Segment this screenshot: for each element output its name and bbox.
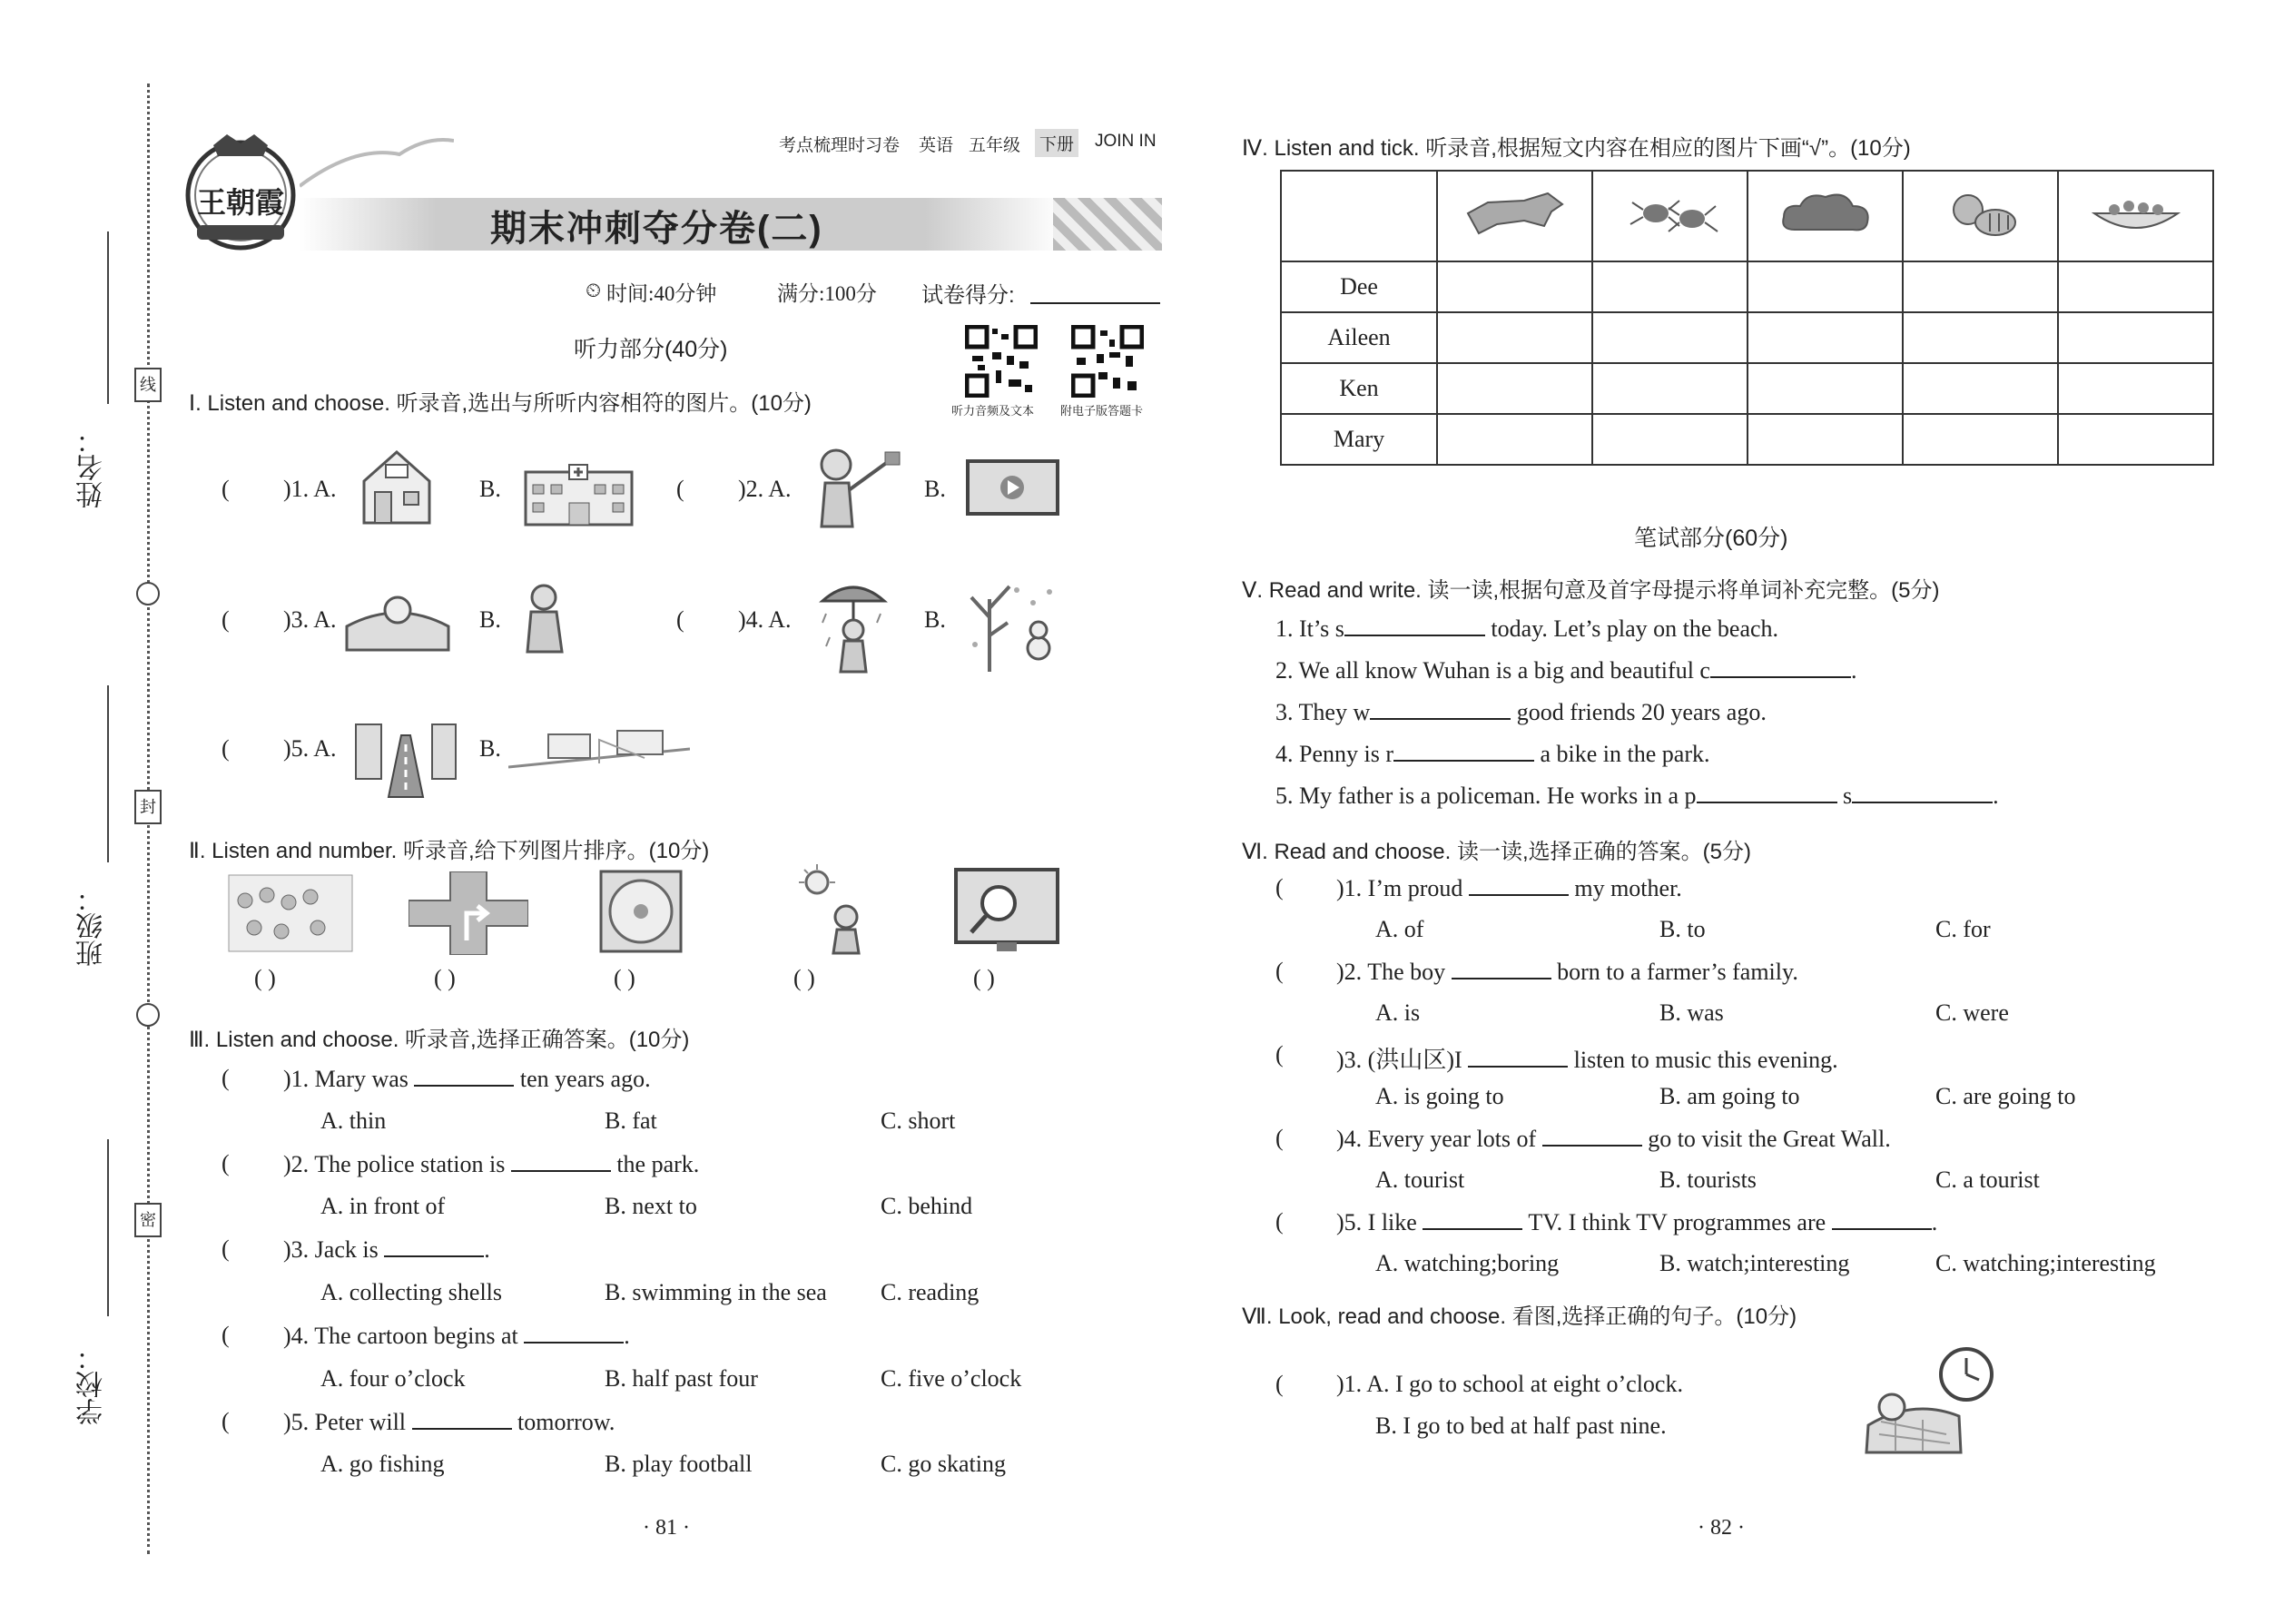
school-label: 学校：: [77, 1343, 107, 1425]
q5-number: )5. A.: [283, 735, 337, 762]
section-4-title: Ⅳ. Listen and tick. 听录音,根据短文内容在相应的图片下画“√”。(10分): [1242, 136, 1911, 161]
q4-option-b: B.: [924, 606, 946, 633]
section-6-title: Ⅵ. Read and choose. 读一读,选择正确的答案。(5分): [1242, 840, 1751, 864]
exam-time: 时间:40分钟: [606, 282, 717, 305]
option-b[interactable]: B. fat: [605, 1107, 657, 1134]
q2-number: )2. A.: [738, 476, 792, 502]
answer-paren[interactable]: (: [1275, 958, 1284, 984]
tick-cell[interactable]: [1903, 363, 2058, 414]
question-text: )3. Jack is .: [283, 1236, 490, 1263]
cut-mark-xian: 线: [134, 368, 162, 402]
header-series: 考点梳理时习卷: [779, 136, 901, 155]
question-text: )1. I’m proud my mother.: [1336, 875, 1682, 901]
tick-cell[interactable]: [1748, 312, 1903, 363]
option-c[interactable]: C. a tourist: [1935, 1166, 2040, 1193]
option-c[interactable]: C. for: [1935, 916, 1991, 942]
cloud-icon: [1771, 186, 1880, 241]
map-route-picture[interactable]: [508, 722, 690, 776]
listening-heading: 听力部分(40分): [574, 337, 728, 362]
score-label: 试卷得分:: [921, 283, 1015, 308]
question-text: )2. The police station is the park.: [283, 1151, 700, 1177]
writing-heading: 笔试部分(60分): [1634, 526, 1788, 551]
section-2-title: Ⅱ. Listen and number. 听录音,给下列图片排序。(10分): [189, 839, 710, 863]
tick-cell[interactable]: [1903, 312, 2058, 363]
road-crossing-picture[interactable]: [352, 717, 459, 799]
q1-number: )1. A.: [283, 476, 337, 502]
question-text: )4. Every year lots of go to visit the Great Wall.: [1336, 1126, 1891, 1152]
tick-cell[interactable]: [1592, 312, 1748, 363]
question-text: )4. The cartoon begins at .: [283, 1323, 630, 1349]
choice-b-sentence[interactable]: B. I go to bed at half past nine.: [1375, 1412, 1667, 1439]
option-a[interactable]: A. collecting shells: [320, 1279, 503, 1305]
answer-paren[interactable]: (: [676, 606, 684, 633]
blank[interactable]: [1452, 958, 1551, 979]
option-c[interactable]: C. five o’clock: [881, 1365, 1022, 1392]
column-spiders: [1592, 171, 1748, 261]
number-paren[interactable]: ( ): [254, 965, 276, 991]
tv-video-picture[interactable]: [965, 458, 1060, 517]
blank[interactable]: [412, 1408, 512, 1430]
tick-cell[interactable]: [1592, 414, 1748, 465]
ribbon-icon: [300, 136, 312, 149]
brand-logo: [177, 127, 304, 254]
question-text: )3. (洪山区)I listen to music this evening.: [1336, 1047, 1838, 1073]
tick-cell[interactable]: [1437, 363, 1592, 414]
option-b[interactable]: B. watch;interesting: [1659, 1250, 1850, 1276]
q1-option-b: B.: [479, 476, 501, 502]
choice-a-sentence[interactable]: )1. A. I go to school at eight o’clock.: [1336, 1371, 1683, 1397]
option-a[interactable]: A. watching;boring: [1375, 1250, 1560, 1276]
title-banner-pattern: [1053, 198, 1162, 251]
q2-option-b: B.: [924, 476, 946, 502]
answer-paren[interactable]: (: [676, 476, 684, 502]
column-salad: [2058, 171, 2213, 261]
answer-paren[interactable]: (: [222, 1235, 230, 1262]
answer-paren[interactable]: (: [222, 1065, 230, 1091]
blank[interactable]: [1542, 1125, 1642, 1147]
sunny-boy-picture[interactable]: [790, 864, 881, 955]
blank[interactable]: [1852, 782, 1993, 803]
tick-cell[interactable]: [2058, 261, 2213, 312]
snowy-tree-picture[interactable]: [962, 572, 1062, 674]
row-label: Mary: [1281, 414, 1437, 465]
q4-number: )4. A.: [738, 606, 792, 633]
qr-code-audio[interactable]: [965, 325, 1038, 398]
binding-hole: [136, 1003, 160, 1027]
header-grade: 五年级: [969, 136, 1021, 155]
boy-selfie-picture[interactable]: [802, 445, 906, 528]
option-b[interactable]: B. next to: [605, 1193, 697, 1219]
option-a[interactable]: A. in front of: [320, 1193, 446, 1219]
blank[interactable]: [524, 1322, 624, 1343]
cut-mark-feng: 封: [134, 790, 162, 824]
option-a[interactable]: A. tourist: [1375, 1166, 1465, 1193]
qr1-caption: 听力音频及文本: [951, 404, 1035, 418]
answer-paren[interactable]: (: [1275, 1041, 1284, 1068]
question-text: )2. The boy born to a farmer’s family.: [1336, 959, 1798, 985]
answer-paren[interactable]: (: [1275, 1371, 1284, 1397]
table-corner: [1281, 171, 1437, 261]
option-c[interactable]: C. behind: [881, 1193, 973, 1219]
column-cloud: [1748, 171, 1903, 261]
post-office-picture[interactable]: [359, 445, 436, 527]
tick-cell[interactable]: [2058, 414, 2213, 465]
option-b[interactable]: B. swimming in the sea: [605, 1279, 827, 1305]
option-b[interactable]: B. half past four: [605, 1365, 758, 1392]
option-b[interactable]: B. play football: [605, 1451, 753, 1477]
answer-paren[interactable]: (: [1275, 1208, 1284, 1235]
qr-code-answer-sheet[interactable]: [1071, 325, 1144, 398]
question-text: )5. I like TV. I think TV programmes are .: [1336, 1209, 1938, 1235]
rainy-umbrella-picture[interactable]: [817, 574, 890, 675]
option-b[interactable]: B. to: [1659, 916, 1706, 942]
answer-paren[interactable]: (: [222, 1322, 230, 1348]
clock-icon: ⏲: [586, 279, 602, 301]
fill-sentence-4: 4. Penny is r a bike in the park.: [1275, 741, 1710, 767]
spider-icon: [1616, 186, 1725, 241]
blank[interactable]: [384, 1235, 484, 1257]
qr2-caption: 附电子版答题卡: [1060, 404, 1144, 418]
fill-sentence-3: 3. They w good friends 20 years ago.: [1275, 699, 1767, 725]
q3-number: )3. A.: [283, 606, 337, 633]
option-b[interactable]: B. am going to: [1659, 1083, 1800, 1109]
option-a[interactable]: A. of: [1375, 916, 1424, 942]
number-paren[interactable]: ( ): [434, 965, 456, 991]
page-number-right: · 82 ·: [1698, 1516, 1745, 1540]
tick-cell[interactable]: [1748, 363, 1903, 414]
full-score: 满分:100分: [777, 282, 877, 305]
section-5-title: Ⅴ. Read and write. 读一读,根据句意及首字母提示将单词补充完整。(5分): [1242, 578, 1940, 603]
question-text: )1. Mary was ten years ago.: [283, 1066, 651, 1092]
answer-paren[interactable]: (: [222, 735, 230, 762]
page-number-left: · 81 ·: [643, 1516, 690, 1540]
hospital-picture[interactable]: [522, 463, 635, 527]
blank[interactable]: [1393, 740, 1534, 762]
blank[interactable]: [511, 1150, 611, 1172]
fill-sentence-1: 1. It’s s today. Let’s play on the beach.: [1275, 615, 1779, 642]
name-field[interactable]: [107, 231, 109, 404]
column-tiger: [1903, 171, 2058, 261]
tick-cell[interactable]: [1903, 414, 2058, 465]
section-3-title: Ⅲ. Listen and choose. 听录音,选择正确答案。(10分): [189, 1028, 690, 1052]
sick-girl-picture[interactable]: [513, 581, 576, 654]
answer-paren[interactable]: (: [1275, 1125, 1284, 1151]
option-c[interactable]: C. short: [881, 1107, 956, 1134]
blank[interactable]: [1697, 782, 1837, 803]
blank[interactable]: [1710, 656, 1851, 678]
tick-table: [1280, 170, 2214, 466]
option-a[interactable]: A. four o’clock: [320, 1365, 466, 1392]
page-title: 期末冲刺夺分卷(二): [490, 209, 823, 249]
fill-sentence-2: 2. We all know Wuhan is a big and beautiful c .: [1275, 657, 1857, 684]
option-a[interactable]: A. thin: [320, 1107, 387, 1134]
binding-hole: [136, 582, 160, 605]
sleeping-in-bed-picture[interactable]: [343, 581, 452, 654]
section-7-title: Ⅶ. Look, read and choose. 看图,选择正确的句子。(10分): [1242, 1304, 1797, 1329]
option-a[interactable]: A. is: [1375, 999, 1421, 1026]
wolf-icon: [1461, 186, 1570, 241]
column-wolf: [1437, 171, 1592, 261]
name-label: 姓名：: [77, 427, 107, 508]
answer-paren[interactable]: (: [222, 1408, 230, 1434]
option-c[interactable]: C. are going to: [1935, 1083, 2076, 1109]
score-field[interactable]: [1030, 302, 1160, 304]
blank[interactable]: [1370, 698, 1511, 720]
header-book: JOIN IN: [1095, 132, 1157, 151]
tick-cell[interactable]: [1592, 363, 1748, 414]
blank[interactable]: [1468, 1046, 1568, 1068]
blank[interactable]: [1469, 874, 1569, 896]
option-c[interactable]: C. watching;interesting: [1935, 1250, 2156, 1276]
detective-tv-picture[interactable]: [953, 867, 1060, 953]
option-c[interactable]: C. were: [1935, 999, 2009, 1026]
answer-paren[interactable]: (: [222, 476, 230, 502]
q5-option-b: B.: [479, 735, 501, 762]
class-field[interactable]: [107, 685, 109, 862]
tiger-icon: [1926, 186, 2035, 241]
answer-paren[interactable]: (: [222, 1150, 230, 1176]
answer-paren[interactable]: (: [1275, 874, 1284, 901]
number-paren[interactable]: ( ): [614, 965, 635, 991]
row-label: Aileen: [1281, 312, 1437, 363]
blank[interactable]: [1423, 1208, 1522, 1230]
option-b[interactable]: B. was: [1659, 999, 1724, 1026]
blank[interactable]: [1344, 615, 1485, 636]
tick-cell[interactable]: [1437, 261, 1592, 312]
option-a[interactable]: A. is going to: [1375, 1083, 1504, 1109]
class-label: 班级：: [77, 885, 107, 967]
row-label: Dee: [1281, 261, 1437, 312]
option-c[interactable]: C. reading: [881, 1279, 980, 1305]
salad-icon: [2082, 186, 2191, 241]
tick-cell[interactable]: [2058, 312, 2213, 363]
tick-cell[interactable]: [1437, 312, 1592, 363]
turn-right-sign-picture[interactable]: [409, 871, 528, 955]
cd-disc-picture[interactable]: [599, 870, 683, 953]
number-paren[interactable]: ( ): [973, 965, 995, 991]
number-paren[interactable]: ( ): [793, 965, 815, 991]
option-c[interactable]: C. go skating: [881, 1451, 1006, 1477]
cut-mark-mi: 密: [134, 1203, 162, 1237]
sports-day-picture[interactable]: [227, 873, 354, 953]
sleeping-child-clock-picture[interactable]: [1859, 1343, 1995, 1457]
tick-cell[interactable]: [1592, 261, 1748, 312]
header-term: 下册: [1035, 129, 1078, 157]
fill-sentence-5: 5. My father is a policeman. He works in a p s .: [1275, 782, 1999, 809]
q3-option-b: B.: [479, 606, 501, 633]
row-label: Ken: [1281, 363, 1437, 414]
question-text: )5. Peter will tomorrow.: [283, 1409, 615, 1435]
blank[interactable]: [414, 1065, 514, 1087]
tick-cell[interactable]: [2058, 363, 2213, 414]
header-subject: 英语: [919, 136, 954, 155]
logo-text: 王朝霞: [196, 186, 284, 219]
option-a[interactable]: A. go fishing: [320, 1451, 445, 1477]
option-b[interactable]: B. tourists: [1659, 1166, 1757, 1193]
school-field[interactable]: [107, 1139, 109, 1316]
tick-cell[interactable]: [1748, 414, 1903, 465]
tick-cell[interactable]: [1437, 414, 1592, 465]
tick-cell[interactable]: [1903, 261, 2058, 312]
tick-cell[interactable]: [1748, 261, 1903, 312]
answer-paren[interactable]: (: [222, 606, 230, 633]
blank[interactable]: [1832, 1208, 1932, 1230]
section-1-title: Ⅰ. Listen and choose. 听录音,选出与所听内容相符的图片。(10分): [189, 391, 812, 416]
